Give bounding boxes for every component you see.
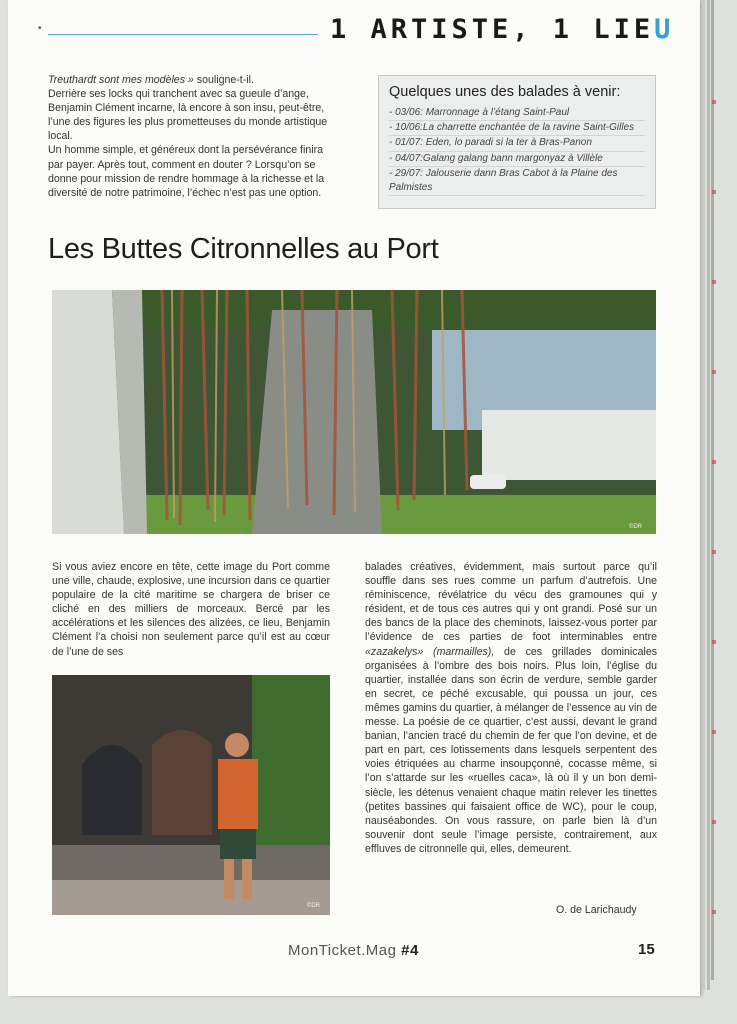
upcoming-walks-list xyxy=(389,106,645,196)
photo-credit: ©DR xyxy=(306,903,320,909)
issue-number: #4 xyxy=(401,942,419,959)
upcoming-walks-box xyxy=(378,75,656,209)
article-heading: Les Buttes Citronnelles au Port xyxy=(48,233,439,265)
article-emphasis: «zazakelys» (marmailles), xyxy=(365,645,495,658)
section-title xyxy=(330,14,674,45)
banyan-tree-illustration xyxy=(52,290,656,534)
quote-attribution: souligne-t-il. xyxy=(193,74,254,86)
article-column-2 xyxy=(365,560,657,856)
intro-text xyxy=(48,73,332,200)
list-item: - 04/07:Galang galang bann margonyaz à Villèle xyxy=(389,152,645,167)
magazine-name: MonTicket.Mag xyxy=(288,942,402,959)
banyan-tree-photo xyxy=(52,290,656,534)
list-item: - 29/07: Jalouserie dann Bras Cabot à la Plaine des Palmistes xyxy=(389,167,645,196)
intro-paragraph-1: Derrière ses locks qui tranchent avec sa gueule d’ange, Benjamin Clément incarne, là encore à son insu, peut-être, l’une des figures les plus prometteuses du monde artistique local. xyxy=(48,88,328,143)
page-number: 15 xyxy=(638,941,655,958)
page-edge xyxy=(702,0,705,990)
list-item: - 10/06:La charrette enchantée de la ravine Saint-Gilles xyxy=(389,121,645,136)
section-title-accent: U xyxy=(654,14,675,45)
article-paragraph xyxy=(365,560,657,856)
list-item: - 01/07: Eden, lo paradi si la ter à Bras-Panon xyxy=(389,136,645,151)
author-signature: O. de Larichaudy xyxy=(556,904,637,916)
artist-portrait-photo xyxy=(52,675,330,915)
quote-tail: Treuthardt sont mes modèles » xyxy=(48,74,194,86)
page-edge-marks xyxy=(712,60,716,960)
article-paragraph: Si vous aviez encore en tête, cette image du Port comme une ville, chaude, explosive, une incursion dans ce quartier populaire de la cité maritime se chargera de briser ce cliché en des milliers de morceaux. Bercé par les accélérations et les silences des alizées, ce lieu, Benjamin Clément l’a choisi non seulement parce qu’il est au cœur de l’une de ses xyxy=(52,561,330,658)
section-title-main: 1 ARTISTE, 1 LIE xyxy=(330,14,655,45)
article-column-1 xyxy=(52,560,330,659)
decorative-dot: • xyxy=(38,23,42,34)
list-item: - 03/06: Marronnage à l’étang Saint-Paul xyxy=(389,106,645,121)
artist-portrait-illustration xyxy=(52,675,330,915)
article-text: de ces grillades dominicales organisées à l’ombre des bois noirs. Plus loin, l’église du quartier, installée dans son écrin de verdure, semble garder en secret, ce péché excusable, qui poussa un jour, ces mêmes gamins du quartier, à mélanger de l’essence au vin de messe. La poésie de ce quartier, c’est aussi, devant le grand banian, l’ancien tracé du chemin de fer que l’on devine, et de part en part, ces lotissements dans lesquels serpentent des voies étriquées au charme insoupçonné, cocasse même, si l’on s’attarde sur les «ruelles caca», là où il y un bon demi-siècle, les détenus venaient chaque matin relever les tinettes (petites bassines qui faisaient office de WC), pour le coup, nauséabondes. On vous rassure, on parle bien là d’un souvenir dont seule l’image persiste, contrairement, aux effluves de citronnelle qui, elles, demeurent. xyxy=(365,645,658,855)
intro-paragraph-2: Un homme simple, et généreux dont la persévérance finira par payer. Après tout, comment en douter ? Lorsqu’on se donne pour mission de rendre hommage à la richesse et la diversité de notre patrimoine, l’échec n’est pas une option. xyxy=(48,144,325,199)
magazine-page xyxy=(8,0,700,996)
photo-credit: ©DR xyxy=(628,524,642,530)
footer-magazine-name xyxy=(288,942,419,959)
header-rule xyxy=(48,34,318,35)
article-text: balades créatives, évidemment, mais surtout parce qu’il souffle dans ses rues comme un parfum d’autrefois. Une réminiscence, révélatrice du vécu des gramounes qui y résident, et de tous ces autres qui y ont grandi. Posé sur un des bancs de la place des cheminots, laissez-vous porter par l’évidence de ces parties de foot interminables entre xyxy=(365,561,657,644)
upcoming-walks-title: Quelques unes des balades à venir: xyxy=(389,84,621,100)
page-edge xyxy=(707,0,710,990)
